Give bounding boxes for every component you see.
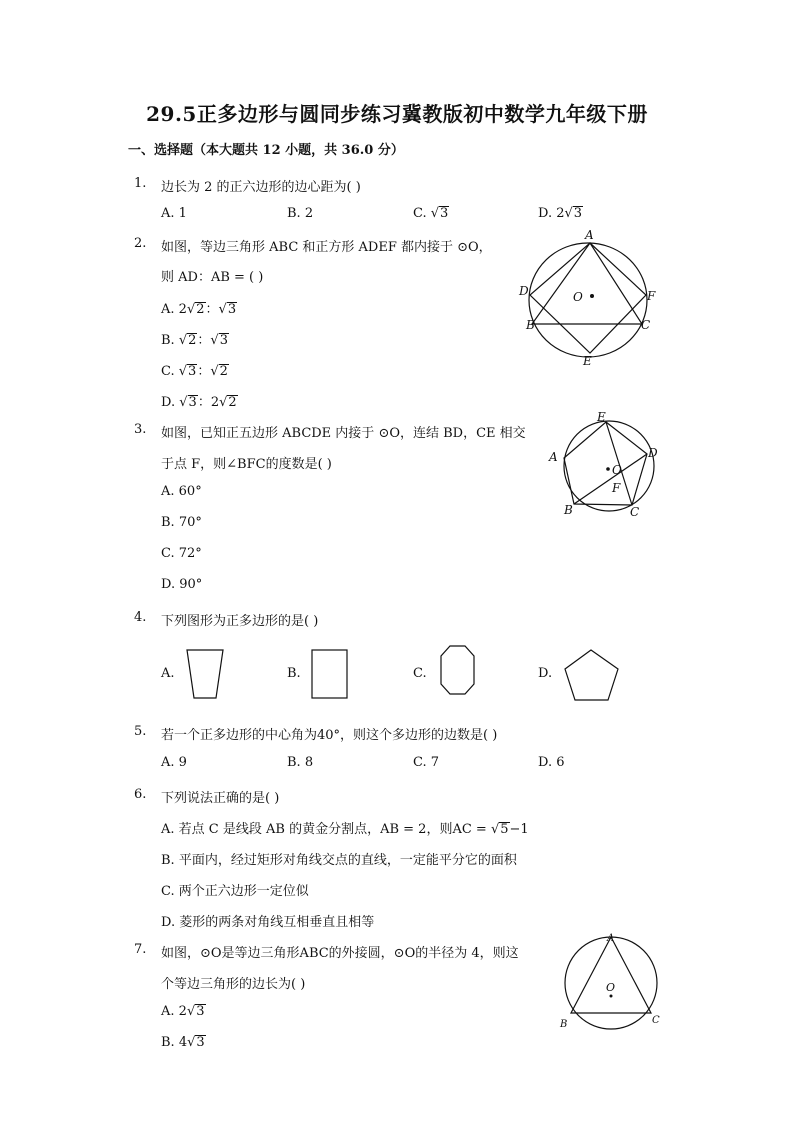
q1-number: 1.	[134, 176, 147, 191]
q2-option-a-sep: ：	[205, 302, 219, 317]
q2-number: 2.	[134, 236, 147, 251]
q4-octagon-shape	[438, 644, 478, 698]
q2-label-b: B	[526, 318, 535, 332]
q1-option-c-label: C.	[413, 206, 431, 221]
q1-option-a[interactable]: A. 1	[161, 206, 187, 221]
q3-figure	[545, 410, 665, 522]
q7-option-b[interactable]	[161, 1035, 206, 1050]
q3-label-a: A	[549, 450, 558, 464]
square-root-icon: √	[490, 822, 500, 837]
q2-option-d-rad1: 3	[188, 395, 197, 410]
q2-option-d[interactable]	[161, 391, 238, 410]
q6-option-a-radicand: 5	[500, 822, 509, 837]
q4-number: 4.	[134, 610, 147, 625]
q3-option-a[interactable]: A. 60°	[161, 484, 202, 499]
q7-label-b: B	[560, 1019, 568, 1030]
q6-option-a[interactable]	[161, 818, 529, 837]
q2-center-dot	[590, 294, 594, 298]
q3-option-c[interactable]: C. 72°	[161, 546, 202, 561]
q2-option-b-rad2: 3	[219, 333, 228, 348]
q5-option-c[interactable]: C. 7	[413, 755, 440, 770]
q7-stem-line1: 如图，⊙O是等边三角形ABC的外接圆，⊙O的半径为 4，则这	[161, 946, 519, 961]
q2-label-e: E	[583, 354, 592, 368]
q2-option-c-rad2: 2	[219, 364, 228, 379]
q6-option-d[interactable]: D. 菱形的两条对角线互相垂直且相等	[161, 915, 375, 930]
q2-square	[530, 243, 646, 353]
q1-option-d[interactable]	[538, 206, 583, 221]
page-title: 29.5正多边形与圆同步练习冀教版初中数学九年级下册	[146, 102, 648, 126]
q2-label-a: A	[585, 228, 594, 242]
q7-label-o: O	[606, 981, 616, 994]
q2-option-a[interactable]	[161, 298, 237, 317]
square-root-icon: √	[564, 206, 573, 221]
q2-figure	[510, 228, 660, 373]
q3-stem-line2: 于点 F，则∠BFC的度数是( )	[161, 457, 332, 472]
q2-option-b[interactable]	[161, 329, 229, 348]
q1-stem: 边长为 2 的正六边形的边心距为( )	[161, 180, 361, 195]
square-root-icon: √	[210, 364, 219, 379]
q7-option-b-radicand: 3	[196, 1035, 205, 1050]
q2-option-d-sep: ：2	[197, 395, 220, 410]
q2-label-c: C	[641, 318, 651, 332]
q4-option-a[interactable]: A.	[161, 666, 175, 681]
q6-option-c[interactable]: C. 两个正六边形一定位似	[161, 884, 309, 899]
q1-option-d-radicand: 3	[573, 206, 583, 221]
q7-label-a: A	[607, 933, 615, 944]
square-root-icon: √	[186, 1004, 196, 1019]
q2-option-b-label: B.	[161, 333, 179, 348]
q6-option-b[interactable]: B. 平面内，经过矩形对角线交点的直线，一定能平分它的面积	[161, 853, 517, 868]
q3-label-b: B	[564, 503, 573, 517]
q7-figure	[555, 930, 670, 1030]
q2-option-c-label: C.	[161, 364, 179, 379]
q7-option-a[interactable]	[161, 1004, 206, 1019]
square-root-icon: √	[186, 302, 196, 317]
q1-option-c[interactable]	[413, 206, 449, 221]
q5-stem: 若一个正多边形的中心角为40°，则这个多边形的边数是( )	[161, 728, 498, 743]
q7-number: 7.	[134, 942, 147, 957]
square-root-icon: √	[430, 206, 440, 221]
q4-stem: 下列图形为正多边形的是( )	[161, 614, 319, 629]
q7-stem-line2: 个等边三角形的边长为( )	[161, 977, 306, 992]
q4-option-d[interactable]: D.	[538, 666, 553, 681]
q3-circle	[564, 421, 654, 511]
q3-option-b[interactable]: B. 70°	[161, 515, 202, 530]
q2-circle	[529, 243, 647, 357]
section-heading: 一、选择题（本大题共 12 小题，共 36.0 分）	[128, 143, 404, 158]
square-root-icon: √	[178, 364, 188, 379]
q5-option-d[interactable]: D. 6	[538, 755, 565, 770]
q5-option-b[interactable]: B. 8	[287, 755, 314, 770]
q5-option-a[interactable]: A. 9	[161, 755, 187, 770]
q1-option-c-radicand: 3	[440, 206, 449, 221]
q2-option-d-rad2: 2	[228, 395, 237, 410]
q4-trapezoid-shape	[186, 648, 226, 702]
q2-option-a-label: A. 2	[161, 302, 187, 317]
q2-option-a-rad2: 3	[227, 302, 237, 317]
q3-label-c: C	[630, 505, 640, 519]
q6-stem: 下列说法正确的是( )	[161, 791, 280, 806]
q3-center-dot	[606, 467, 610, 471]
q2-label-o: O	[573, 290, 583, 304]
q1-option-d-label: D. 2	[538, 206, 565, 221]
q2-option-b-sep: ：	[197, 333, 211, 348]
square-root-icon: √	[218, 302, 227, 317]
q4-pentagon-shape	[562, 648, 622, 704]
q2-option-c-rad1: 3	[188, 364, 197, 379]
q3-label-f: F	[612, 481, 621, 495]
q4-option-c[interactable]: C.	[413, 666, 427, 681]
q5-number: 5.	[134, 724, 147, 739]
q7-center-dot	[610, 995, 613, 998]
square-root-icon: √	[210, 333, 219, 348]
q2-triangle	[532, 243, 642, 324]
q2-label-f: F	[647, 289, 656, 303]
q2-option-c-sep: ：	[197, 364, 211, 379]
q2-label-d: D	[519, 284, 529, 298]
square-root-icon: √	[187, 1035, 196, 1050]
q6-option-a-label: A. 若点 C 是线段 AB 的黄金分割点，AB = 2，则AC =	[161, 822, 491, 837]
q7-label-c: C	[652, 1015, 660, 1026]
square-root-icon: √	[219, 395, 228, 410]
q7-triangle	[571, 937, 651, 1013]
q2-option-b-rad1: 2	[188, 333, 197, 348]
q3-label-e: E	[597, 410, 606, 424]
square-root-icon: √	[178, 333, 188, 348]
q2-stem-line2: 则 AD：AB = ( )	[161, 270, 264, 285]
q2-stem-line1: 如图，等边三角形 ABC 和正方形 ADEF 都内接于 ⊙O，	[161, 240, 492, 255]
q2-option-c[interactable]	[161, 360, 229, 379]
q6-option-a-tail: −1	[509, 822, 529, 837]
square-root-icon: √	[179, 395, 188, 410]
q1-option-b[interactable]: B. 2	[287, 206, 314, 221]
q3-label-o: O	[612, 463, 622, 477]
q4-rectangle-shape	[310, 648, 350, 702]
q2-option-d-label: D.	[161, 395, 180, 410]
q3-diagonal-bd	[574, 454, 647, 504]
q7-option-a-label: A. 2	[161, 1004, 187, 1019]
q7-option-b-label: B. 4	[161, 1035, 188, 1050]
q4-option-b[interactable]: B.	[287, 666, 301, 681]
q3-stem-line1: 如图，已知正五边形 ABCDE 内接于 ⊙O，连结 BD，CE 相交	[161, 426, 526, 441]
q7-option-a-radicand: 3	[196, 1004, 205, 1019]
q3-label-d: D	[648, 446, 658, 460]
q2-option-a-rad1: 2	[196, 302, 205, 317]
q3-option-d[interactable]: D. 90°	[161, 577, 203, 592]
q3-number: 3.	[134, 422, 147, 437]
q6-number: 6.	[134, 787, 147, 802]
